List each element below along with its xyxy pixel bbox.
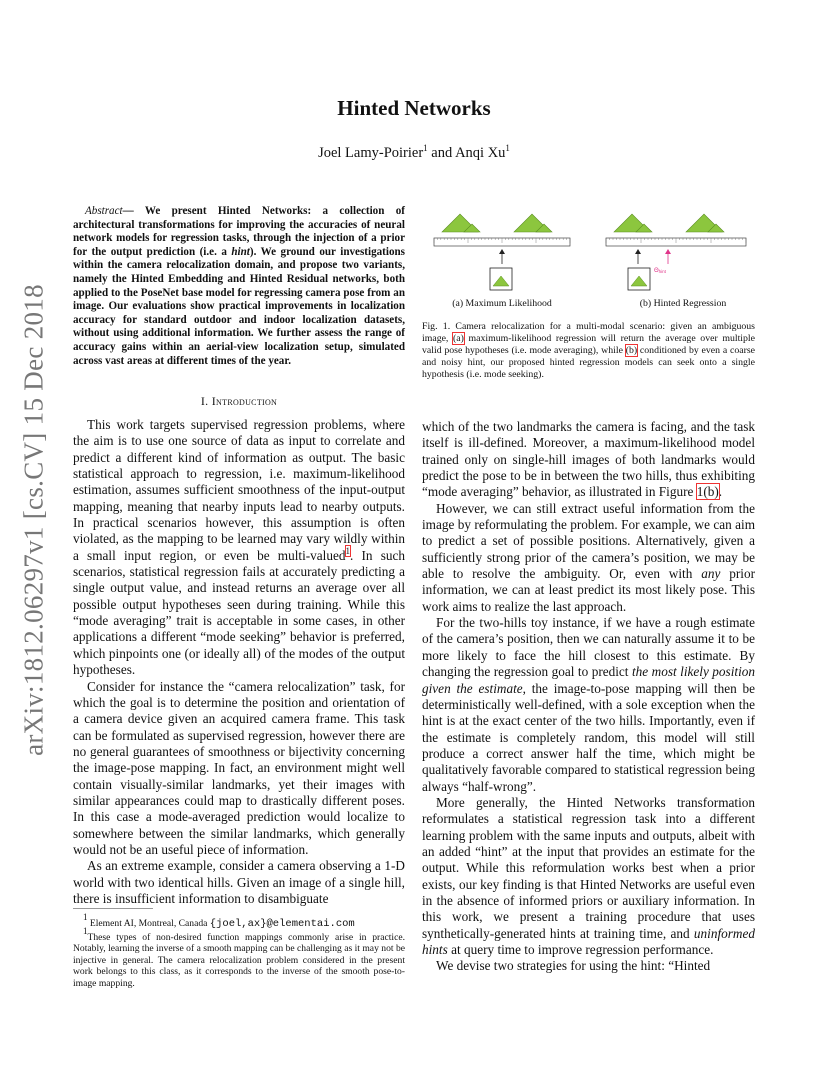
paragraph: which of the two landmarks the camera is facing, and the task itself is ill-defined. Moreover, a maximum-likelihood model trained only on single-hill images of both landmarks would predict the pose to be in between the two hills, thus exhibiting “mode averaging” behavior, as illustrated in Figure 1(b). [422, 419, 755, 500]
hill-pair-left [614, 214, 652, 232]
intro-right-column [422, 419, 755, 975]
abstract-hint-word: hint [231, 245, 250, 258]
intro-left-column [73, 417, 405, 907]
panel-a [434, 214, 570, 290]
hint-label: Θhint [654, 268, 666, 274]
hill-pair-right [686, 214, 724, 232]
caption-text-start: Fig. 1. Camera relocalization for a multi-modal scenario: given an ambiguous image, [422, 321, 755, 344]
footnote-separator [73, 908, 153, 909]
author-2: Anqi Xu [455, 145, 506, 161]
hill-pair-right [514, 214, 552, 232]
footnote-1: $^1$These types of non-desired function mappings commonly arise in practice. Notably, learning the inverse of a smooth mapping can be challenging as it may not be injective in general. The camera relocalization problem considered in the present work belongs to this class, as it corresponds to the inverse of the smooth pose-to-image mapping. [73, 925, 405, 989]
paragraph: However, we can still extract useful information from the image by reformulating the problem. For example, we can aim to predict a set of possible positions. Alternatively, given a sufficiently strong prior of the camera’s position, we may be able to resolve the ambiguity. Or, even with any prior information, we can at least predict its most likely pose. This work aims to realize the last approach. [422, 500, 755, 614]
subcaption-b: (b) Hinted Regression [639, 298, 727, 309]
panel-b [606, 214, 746, 290]
paragraph: Consider for instance the “camera relocalization” task, for which the goal is to determine the position and orientation of a camera device given an acquired camera frame. This task can be formulated as supervised regression, however there are no general guarantees of smoothness or bijectivity concerning the image-pose mapping. In fact, an environment might well contain visually-similar landmarks, yet their images with similar appearances could map to drastically different poses. In this case a mode-averaged prediction would localize to somewhere between the similar landmarks, which generally would not be an useful piece of information. [73, 678, 405, 857]
footnote-1-link[interactable]: 1 [345, 545, 350, 556]
abstract-label: Abstract [85, 205, 123, 217]
author-line [0, 145, 828, 162]
paragraph: As an extreme example, consider a camera observing a 1-D world with two identical hills. Given an image of a single hill, there is insufficient information to disambiguate [73, 858, 405, 906]
figure-1b-link[interactable]: 1(b) [696, 484, 719, 500]
caption-text-end: conditioned by even a coarse and noisy hint, our proposed hinted regression models can seek onto a single hypothesis (i.e. mode seeking). [422, 345, 755, 380]
figure-caption [422, 321, 755, 381]
arxiv-identifier [6, 284, 62, 756]
paper-title: Hinted Networks [337, 96, 491, 120]
paragraph: We devise two strategies for using the hint: “Hinted [436, 958, 711, 974]
abstract-text: We present Hinted Networks: a collection of architectural transformations for improving the accuracies of neural network models for regression tasks, through the injection of a prior for the output prediction (i.e. a [73, 205, 405, 258]
paragraph: For the two-hills toy instance, if we have a rough estimate of the camera’s position, then we can naturally assume it to be more likely to face the hill closest to this estimate. By changing the regression goal to predict the most likely position given the estimate, the image-to-pose mapping will then be deterministically well-defined, with a sole exception when the hint is at the exact center of the two hills. Importantly, even if the estimate is completely random, this model will still produce a correct answer half the time, which might be qualitatively favorable compared to statistical regression being always “half-wrong”. [422, 615, 756, 794]
author-conjunction: and [427, 145, 456, 161]
subfigure-b-link[interactable]: (b) [625, 345, 638, 356]
author-2-affiliation: 1 [505, 143, 510, 153]
footnotes [73, 912, 405, 990]
affiliation-footnote: $^1$ Element AI, Montreal, Canada {joel,ax}@elementai.com [83, 912, 355, 930]
author-email[interactable]: {joel,ax}@elementai.com [209, 918, 355, 930]
subcaption-a: (a) Maximum Likelihood [452, 298, 552, 309]
paragraph: More generally, the Hinted Networks transformation reformulates a statistical regression task into a different learning problem with the same inputs and outputs, albeit with an added “hint” at the input that provides an estimate for the output. While this reformulation works best when a prior exists, our key finding is that Hinted Networks are useful even in the absence of informed priors or auxiliary information. In this work, we present a training procedure that uses synthetically-generated hints at training time, and uninformed hints at query time to improve regression performance. [422, 794, 755, 957]
caption-text-middle: maximum-likelihood regression will return the average over multiple valid pose hypotheses (i.e. mode averaging), while [422, 333, 755, 356]
abstract-text-continued: ). We ground our investigations within the camera relocalization domain, and propose two variants, namely the Hinted Embedding and Hinted Residual networks, both applied to the PoseNet base model for regressing camera pose from an image. Our evaluations show practical improvements in localization accuracy for standard outdoor and indoor localization datasets, without using additional information. We further assess the range of accuracy gains within an aerial-view localization setup, simulated across vast areas at different times of the year. [73, 245, 405, 367]
arxiv-identifier-text: arXiv:1812.06297v1 [cs.CV] 15 Dec 2018 [18, 284, 49, 756]
paragraph: This work targets supervised regression problems, where the aim is to use one source of data as input to correlate and predict a different kind of information as output. The basic statistical approach to regression, i.e. maximum-likelihood estimation, assumes sufficient smoothness of the input-output mapping, meaning that nearby inputs lead to nearby outputs. In practical scenarios however, this assumption is often violated, as the mapping to be learned may vary wildly within a small input region, or even be multi-valued$^1$. In such scenarios, statistical regression fails at accurately predicting a single output value, and instead returns an average over all possible output hypotheses seen during training. While this “mode averaging” trait is acceptable in some cases, in other applications a different “mode seeking” behavior is preferred, which pinpoints one (or ideally all) of the modes of the output hypotheses. [73, 417, 405, 678]
author-1-affiliation: 1 [423, 143, 428, 153]
abstract-dash: — [122, 205, 145, 217]
author-1: Joel Lamy-Poirier [318, 145, 424, 161]
abstract [73, 205, 405, 368]
subfigure-a-link[interactable]: (a) [453, 333, 464, 344]
hill-pair-left [442, 214, 480, 232]
section-heading: I. Introduction [200, 394, 278, 408]
